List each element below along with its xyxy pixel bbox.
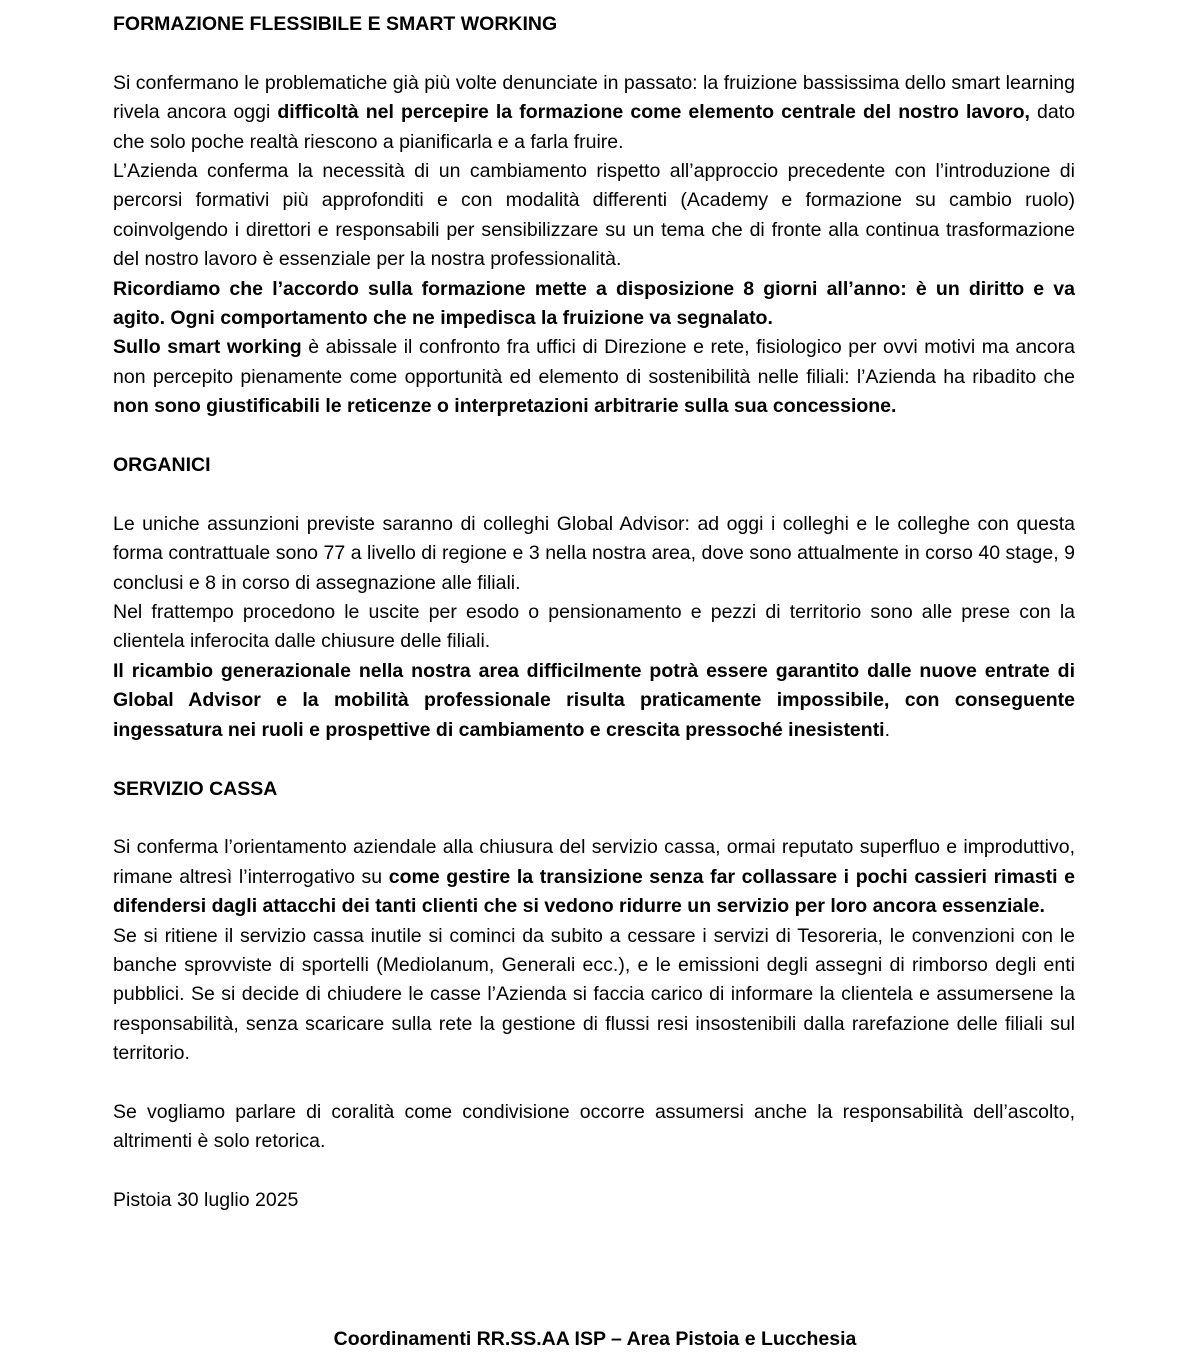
section-heading-servizio-cassa: SERVIZIO CASSA bbox=[113, 777, 278, 800]
spacer bbox=[113, 745, 1075, 774]
paragraph-uscite: Nel frattempo procedono le uscite per esodo o pensionamento e pezzi di territorio sono alle prese con la clientela inferocita dalle chiusure delle filiali. bbox=[113, 601, 1075, 653]
document-date: Pistoia 30 luglio 2025 bbox=[113, 1189, 299, 1212]
spacer bbox=[113, 422, 1075, 451]
section-heading-formazione: FORMAZIONE FLESSIBILE E SMART WORKING bbox=[113, 13, 558, 35]
paragraph-text: Si conferma l’orientamento aziendale alla chiusura del servizio cassa, ormai reputato superfluo e improduttivo, rimane altresì l’interrogativo su bbox=[113, 836, 1075, 888]
paragraph-smart-working bbox=[113, 333, 1075, 421]
paragraph-chiusura-cassa bbox=[113, 833, 1075, 921]
paragraph-coralita: Se vogliamo parlare di coralità come condivisione occorre assumersi anche la responsabilità dell’ascolto, altrimenti è solo retorica. bbox=[113, 1100, 1075, 1153]
spacer bbox=[113, 39, 1075, 68]
paragraph-bold-text: come gestire la transizione senza far collassare i pochi cassieri rimasti e difendersi dagli attacchi dei tanti clienti che si vedono ridurre un servizio per loro ancora essenziale. bbox=[113, 865, 1075, 918]
section-heading-organici: ORGANICI bbox=[113, 454, 211, 477]
paragraph-smart-learning bbox=[113, 69, 1075, 157]
paragraph-text: . bbox=[884, 718, 891, 741]
spacer bbox=[113, 1157, 1075, 1186]
spacer bbox=[113, 804, 1075, 833]
paragraph-text: Si confermano le problematiche già più volte denunciate in passato: la fruizione bassissima dello smart learning rivela ancora oggi bbox=[113, 71, 1075, 124]
paragraph-azienda-cambiamento: L’Azienda conferma la necessità di un cambiamento rispetto all’approccio precedente con l’introduzione di percorsi formativi più approfonditi e con modalità differenti (Academy e formazione su cambio ruolo) coinvolgendo i direttori e responsabili per sensibilizzare su un tema che di fronte alla continua trasformazione del nostro lavoro è essenziale per la nostra professionalità. bbox=[113, 160, 1075, 271]
paragraph-accordo-formazione bbox=[113, 275, 1075, 334]
paragraph-bold-text: Ricordiamo che l’accordo sulla formazione mette a disposizione 8 giorni all’anno: è un diritto e va agito. Ogni comportamento che ne impedisca la fruizione va segnalato. bbox=[113, 277, 1075, 330]
document-page bbox=[113, 10, 1075, 1216]
paragraph-ricambio-generazionale bbox=[113, 657, 1075, 745]
paragraph-bold-text: Il ricambio generazionale nella nostra area difficilmente potrà essere garantito dalle nuove entrate di Global Advisor e la mobilità professionale risulta praticamente impossibile, con conseguente ingessatura nei ruoli e prospettive di cambiamento e crescita pressoché inesistenti bbox=[113, 659, 1075, 741]
paragraph-text: dato che solo poche realtà riescono a pianificarla e a farla fruire. bbox=[113, 101, 1075, 153]
paragraph-text: è abissale il confronto fra uffici di Direzione e rete, fisiologico per ovvi motivi ma ancora non percepito pienamente come opportunità ed elemento di sostenibilità nelle filiali: l’Azienda ha ribadito che bbox=[113, 336, 1075, 388]
paragraph-tesoreria: Se si ritiene il servizio cassa inutile si cominci da subito a cessare i servizi di Tesoreria, le convenzioni con le banche sprovviste di sportelli (Mediolanum, Generali ecc.), e le emissioni degli assegni di rimborso degli enti pubblici. Se si decide di chiudere le casse l’Azienda si faccia carico di informare la clientela e assumersene la responsabilità, senza scaricare sulla rete la gestione di flussi resi insostenibili dalla rarefazione delle filiali sul territorio. bbox=[113, 924, 1075, 1065]
document-signature: Coordinamenti RR.SS.AA ISP – Area Pistoia e Lucchesia bbox=[333, 1328, 857, 1350]
paragraph-bold-text: Sullo smart working bbox=[113, 336, 302, 359]
spacer bbox=[113, 480, 1075, 509]
paragraph-bold-text: difficoltà nel percepire la formazione come elemento centrale del nostro lavoro, bbox=[277, 101, 1030, 124]
paragraph-bold-text: non sono giustificabili le reticenze o interpretazioni arbitrarie sulla sua concessione. bbox=[113, 395, 897, 418]
paragraph-assunzioni: Le uniche assunzioni previste saranno di colleghi Global Advisor: ad oggi i colleghi e le colleghe con questa forma contrattuale sono 77 a livello di regione e 3 nella nostra area, dove sono attualmente in corso 40 stage, 9 conclusi e 8 in corso di assegnazione alle filiali. bbox=[113, 512, 1075, 594]
spacer bbox=[113, 1069, 1075, 1098]
